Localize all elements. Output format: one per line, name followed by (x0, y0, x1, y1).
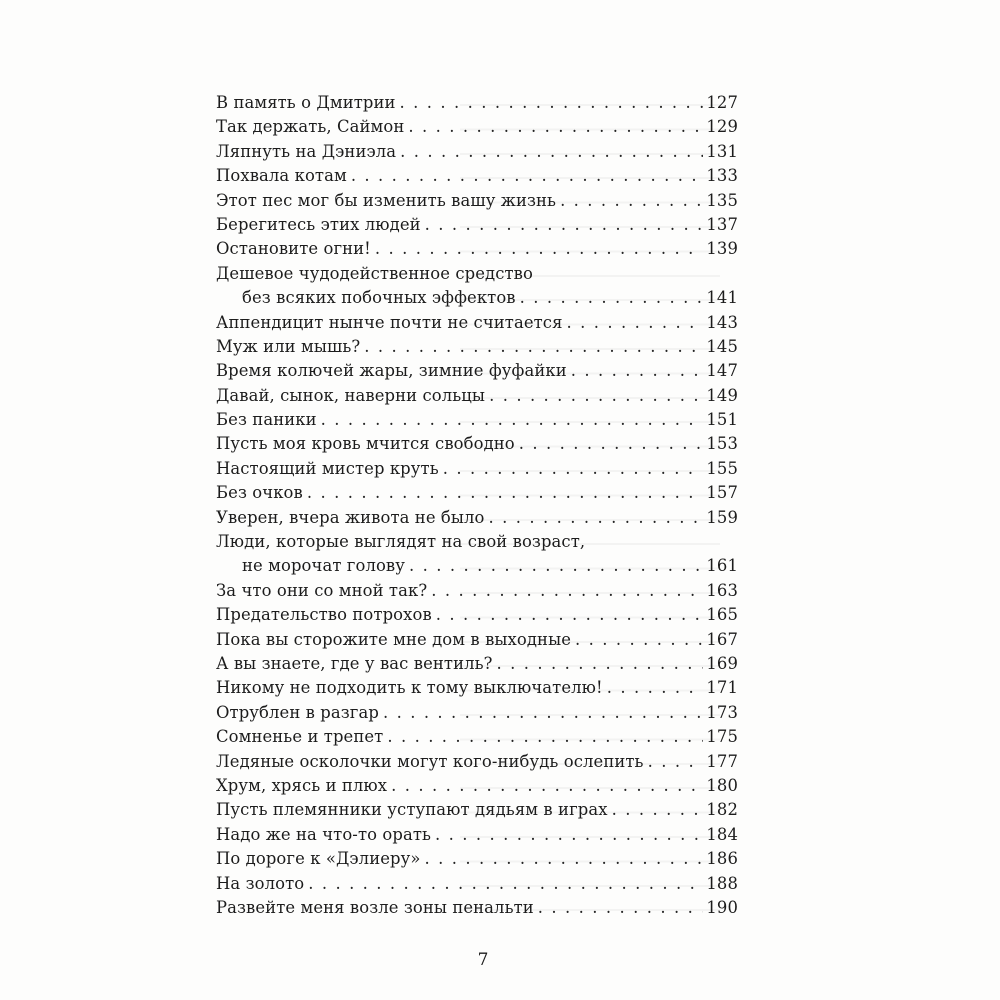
toc-entry-page: 155 (706, 458, 738, 478)
toc-entry-title: Остановите огни! (216, 239, 371, 259)
toc-entry (216, 579, 738, 603)
toc-entry (216, 872, 738, 896)
toc-entry (216, 506, 738, 530)
dot-leader (519, 432, 704, 456)
dot-leader (431, 579, 703, 603)
toc-entry-continuation (216, 554, 738, 578)
toc-entry (216, 725, 738, 749)
toc-entry (216, 774, 738, 798)
toc-entry-title: За что они со мной так? (216, 580, 428, 600)
toc-entry-title: Пусть моя кровь мчится свободно (216, 434, 515, 454)
toc-entry (216, 115, 738, 139)
toc-entry-line (216, 798, 738, 822)
toc-entry-line (216, 213, 738, 237)
toc-entry-line (216, 384, 738, 408)
toc-entry-page: 139 (706, 239, 738, 259)
toc-entry-page: 149 (706, 385, 738, 405)
toc-entry-title: Развейте меня возле зоны пенальти (216, 897, 534, 917)
toc-entry-page: 131 (706, 141, 738, 161)
toc-entry-line (216, 701, 738, 725)
toc-entry-title: В память о Дмитрии (216, 93, 396, 112)
toc-entry (216, 457, 738, 481)
toc-entry (216, 189, 738, 213)
toc-entry (216, 91, 738, 115)
toc-entry-title: Уверен, вчера живота не было (216, 507, 485, 527)
dot-leader (364, 335, 703, 359)
toc-entry (216, 262, 738, 311)
toc-entry-line (216, 408, 738, 432)
toc-entry-title: Без паники (216, 410, 317, 430)
toc-entry (216, 628, 738, 652)
page-number: 7 (477, 950, 489, 970)
toc-entry (216, 359, 738, 383)
toc-entry-title: не морочат голову (242, 556, 406, 576)
dot-leader (497, 652, 704, 676)
toc-entry (216, 676, 738, 700)
dot-leader (489, 384, 703, 408)
toc-entry-line (216, 823, 738, 847)
toc-entry-page: 161 (706, 556, 738, 576)
dot-leader (612, 798, 704, 822)
toc-entry-page: 171 (706, 678, 738, 698)
toc-entry-title: Сомненье и трепет (216, 727, 384, 747)
toc-entry-line (216, 628, 738, 652)
toc-entry-title: Пока вы сторожите мне дом в выходные (216, 629, 572, 649)
toc-entry-line (216, 603, 738, 627)
dot-leader (443, 457, 704, 481)
toc-entry (216, 213, 738, 237)
toc-entry-page: 184 (706, 824, 738, 844)
toc-entry-page: 186 (706, 849, 738, 869)
dot-leader (400, 140, 703, 164)
toc-entry-title: без всяких побочных эффектов (242, 288, 516, 308)
toc-entry-line (216, 311, 738, 335)
toc-entry-title: Дешевое чудодейственное средство (216, 263, 533, 283)
dot-leader (321, 408, 704, 432)
toc-entry-line (216, 189, 738, 213)
toc-entry (216, 335, 738, 359)
toc-entry-line (216, 506, 738, 530)
toc-entry (216, 530, 738, 579)
toc-entry (216, 701, 738, 725)
toc-entry-page: 163 (706, 580, 738, 600)
toc-entry-line (216, 652, 738, 676)
toc-entry-title: Муж или мышь? (216, 336, 361, 356)
toc-entry-title: Так держать, Саймон (216, 117, 405, 137)
toc-entry (216, 798, 738, 822)
toc-entry-page: 173 (706, 702, 738, 722)
toc-entry-page: 190 (706, 897, 738, 917)
toc-entry-page: 147 (706, 361, 738, 381)
dot-leader (648, 750, 704, 774)
toc-entry-line (216, 237, 738, 261)
toc-entry-page: 165 (706, 605, 738, 625)
dot-leader (424, 847, 703, 871)
toc-entry (216, 237, 738, 261)
toc-entry-line (216, 262, 738, 286)
dot-leader (307, 481, 704, 505)
dot-leader (435, 823, 703, 847)
toc-entry-title: Люди, которые выглядят на свой возраст, (216, 532, 586, 552)
toc-entry-page: 135 (706, 190, 738, 210)
toc-entry-line (216, 847, 738, 871)
dot-leader (387, 725, 703, 749)
toc-entry (216, 750, 738, 774)
dot-leader (567, 311, 704, 335)
toc-entry-page: 129 (706, 117, 738, 137)
dot-leader (391, 774, 703, 798)
toc-entry-page: 153 (706, 434, 738, 454)
toc-entry-title: Отрублен в разгар (216, 702, 379, 722)
dot-leader (308, 872, 703, 896)
toc-entry-title: Аппендицит нынче почти не считается (216, 312, 563, 332)
toc-entry-page: 137 (706, 214, 738, 234)
toc-entry-page: 143 (706, 312, 738, 332)
toc-entry-line (216, 579, 738, 603)
toc-entry-title: Надо же на что-то орать (216, 824, 432, 844)
toc-entry-line (216, 115, 738, 139)
toc-entry-page: 151 (706, 410, 738, 430)
toc-entry-title: Ляпнуть на Дэниэла (216, 141, 397, 161)
toc-entry-page: 182 (706, 800, 738, 820)
toc-entry-title: Давай, сынок, наверни сольцы (216, 385, 486, 405)
toc-entry-title: По дороге к «Дэлиеру» (216, 849, 421, 869)
toc-entry-page: 175 (706, 727, 738, 747)
toc-entry-line (216, 896, 738, 920)
dot-leader (489, 506, 704, 530)
toc-entry-title: Берегитесь этих людей (216, 214, 421, 234)
dot-leader (400, 91, 704, 115)
dot-leader (538, 896, 704, 920)
toc-entry-line (216, 457, 738, 481)
dot-leader (560, 189, 703, 213)
toc-entry-line (216, 432, 738, 456)
toc-entry-line (216, 750, 738, 774)
dot-leader (375, 237, 704, 261)
toc-entry-title: Пусть племянники уступают дядьям в играх (216, 800, 608, 820)
toc-entry-line (216, 774, 738, 798)
dot-leader (575, 628, 703, 652)
toc-entry-page: 159 (706, 507, 738, 527)
toc-entry-line (216, 140, 738, 164)
toc-entry-line (216, 335, 738, 359)
toc-entry (216, 164, 738, 188)
toc-entry-title: Ледяные осколочки могут кого-нибудь ослепить (216, 751, 644, 771)
toc-entry-title: На золото (216, 873, 305, 893)
toc-entry-title: Без очков (216, 483, 303, 503)
toc-entry (216, 311, 738, 335)
toc-entry-title: Этот пес мог бы изменить вашу жизнь (216, 190, 557, 210)
toc-entry-line (216, 530, 738, 554)
table-of-contents (216, 91, 738, 920)
toc-entry-page: 145 (706, 336, 738, 356)
toc-entry-page: 157 (706, 483, 738, 503)
toc-entry-line (216, 359, 738, 383)
toc-entry-page: 133 (706, 166, 738, 186)
toc-entry (216, 896, 738, 920)
toc-entry (216, 432, 738, 456)
toc-entry-line (216, 164, 738, 188)
dot-leader (520, 286, 704, 310)
toc-entry-title: Похвала котам (216, 166, 347, 186)
dot-leader (607, 676, 704, 700)
toc-entry (216, 384, 738, 408)
dot-leader (425, 213, 704, 237)
toc-entry-title: А вы знаете, где у вас вентиль? (216, 653, 493, 673)
toc-entry-title: Время колючей жары, зимние фуфайки (216, 361, 567, 381)
dot-leader (383, 701, 703, 725)
toc-entry-page: 169 (706, 653, 738, 673)
toc-entry-page: 127 (706, 93, 738, 112)
toc-entry-page: 177 (706, 751, 738, 771)
toc-entry-page: 188 (706, 873, 738, 893)
toc-entry-title: Хрум, хрясь и плюх (216, 775, 388, 795)
toc-entry-page: 180 (706, 775, 738, 795)
toc-entry-title: Никому не подходить к тому выключателю! (216, 678, 603, 698)
toc-entry (216, 847, 738, 871)
toc-entry (216, 652, 738, 676)
toc-entry-page: 141 (706, 288, 738, 308)
toc-entry-line (216, 481, 738, 505)
toc-entry-title: Предательство потрохов (216, 605, 432, 625)
dot-leader (409, 554, 703, 578)
dot-leader (571, 359, 704, 383)
toc-entry-line (216, 91, 738, 115)
toc-entry (216, 603, 738, 627)
toc-entry-continuation (216, 286, 738, 310)
toc-entry (216, 823, 738, 847)
toc-entry (216, 408, 738, 432)
dot-leader (351, 164, 704, 188)
dot-leader (408, 115, 703, 139)
toc-entry-page: 167 (706, 629, 738, 649)
toc-entry (216, 481, 738, 505)
toc-entry-line (216, 872, 738, 896)
dot-leader (436, 603, 704, 627)
toc-entry-line (216, 676, 738, 700)
toc-entry (216, 140, 738, 164)
toc-entry-line (216, 725, 738, 749)
toc-entry-title: Настоящий мистер круть (216, 458, 439, 478)
